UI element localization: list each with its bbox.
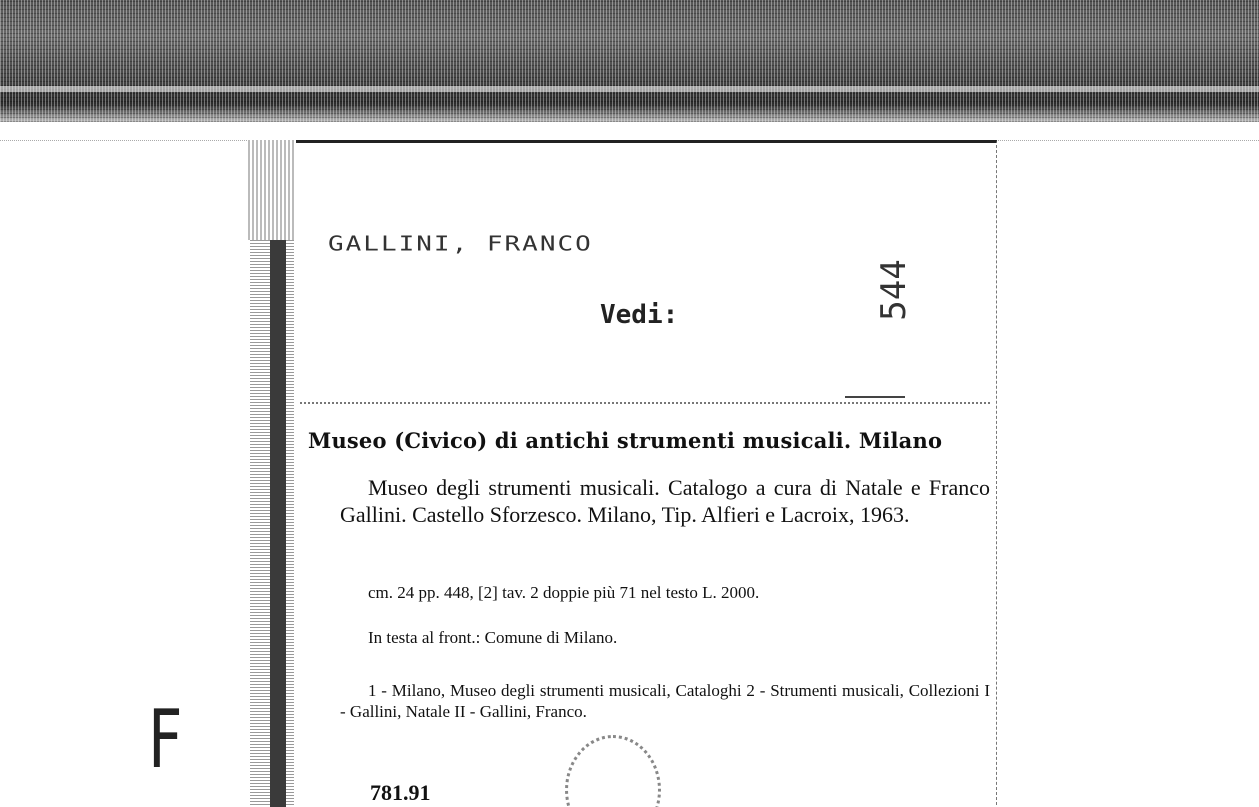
entry-body — [340, 474, 990, 528]
subject-tracings-text: 1 - Milano, Museo degli strumenti musicali, Cataloghi 2 - Strumenti musicali, Collezioni I - Gallini, Natale II - Gallini, Franco. — [340, 681, 990, 721]
classification-number: 781.91 — [370, 780, 431, 805]
card-binding-bar — [270, 240, 286, 807]
index-letter-tab: F — [148, 693, 183, 786]
dotted-divider — [300, 402, 990, 404]
scanner-line — [0, 86, 1259, 92]
scanner-noise-band — [0, 0, 1259, 122]
author-heading: GALLINI, FRANCO — [328, 232, 593, 256]
note-line: In testa al front.: Comune di Milano. — [368, 628, 618, 647]
shelf-number: 544 — [874, 259, 914, 321]
entry-body-text: Museo degli strumenti musicali. Catalogo a cura di Natale e Franco Gallini. Castello Sforzesco. Milano, Tip. Alfieri e Lacroix, 1963. — [340, 475, 990, 527]
short-rule — [845, 396, 905, 398]
subject-tracings — [340, 680, 990, 722]
see-reference-label: Vedi: — [600, 300, 679, 330]
entry-heading: Museo (Civico) di antichi strumenti musicali. Milano — [308, 428, 943, 453]
card-binding-top — [248, 140, 300, 240]
collation-line: cm. 24 pp. 448, [2] tav. 2 doppie più 71 nel testo L. 2000. — [368, 583, 760, 602]
